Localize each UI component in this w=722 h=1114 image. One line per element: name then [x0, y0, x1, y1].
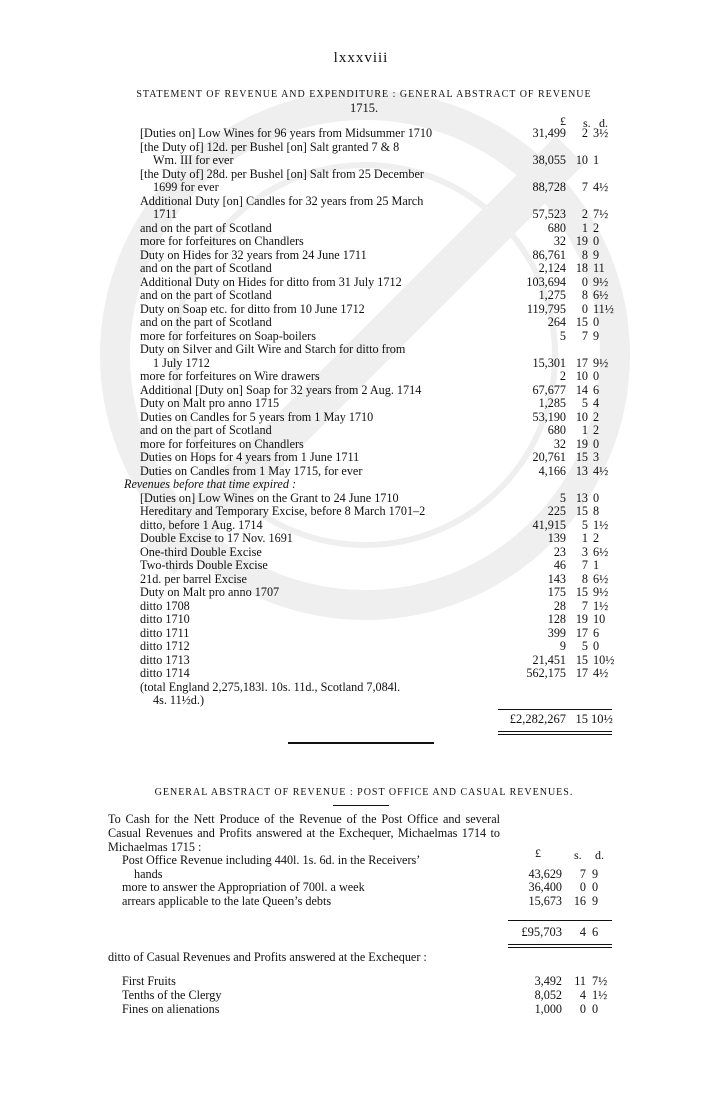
table-row: [140, 396, 612, 410]
row-description: ditto, before 1 Aug. 1714: [140, 517, 263, 532]
table-row: [140, 639, 612, 653]
amount-pounds: 15,301: [532, 355, 566, 370]
amount-shillings: 19: [575, 234, 588, 248]
total-rule-bottom-2: [498, 734, 612, 735]
amount-shillings: 11: [574, 974, 586, 988]
amount-pounds: 38,055: [532, 153, 566, 167]
amount-shillings: 0: [581, 301, 588, 316]
amount-pounds: 4,166: [538, 463, 566, 478]
amount-pounds: 32: [553, 234, 566, 248]
table-row: [140, 464, 612, 478]
amount-pence: 9: [592, 893, 599, 908]
table-row: [140, 248, 612, 262]
amount-shillings: 15: [575, 585, 588, 599]
row-description: 1711: [153, 207, 177, 221]
amount-shillings: 1: [581, 531, 588, 545]
row-description: more for forfeitures on Chandlers: [140, 234, 304, 248]
table-row: [140, 423, 612, 437]
row-description: and on the part of Scotland: [140, 423, 272, 437]
subtotal-rule-bottom-2: [508, 947, 612, 948]
amount-pence: 1½: [592, 987, 608, 1002]
row-description: One-third Double Excise: [140, 544, 262, 559]
amount-shillings: 0: [579, 1001, 586, 1016]
col-pence-header: d.: [599, 116, 608, 130]
amount-pence: 11½: [593, 301, 614, 316]
amount-pounds: 264: [547, 315, 566, 329]
row-description: Additional Duty [on] Candles for 32 years from 25 March: [140, 193, 424, 208]
table-row: [140, 261, 612, 275]
amount-pounds: 143: [547, 571, 566, 586]
amount-pence: 10: [593, 612, 606, 626]
col2-pence-header: d.: [595, 848, 604, 862]
amount-shillings: 15: [575, 504, 588, 518]
subtotal-rule-bottom-1: [508, 944, 612, 945]
amount-pence: 2: [593, 220, 600, 235]
amount-shillings: 19: [575, 436, 588, 451]
row-description: (total England 2,275,183l. 10s. 11d., Scotland 7,084l.: [140, 679, 401, 694]
amount-pounds: 9: [559, 639, 566, 653]
total-rule-bottom-1: [498, 731, 612, 732]
amount-pounds: 15,673: [528, 893, 562, 908]
amount-pounds: 175: [547, 585, 566, 599]
table-row: [140, 626, 612, 640]
amount-pounds: 53,190: [532, 409, 566, 424]
amount-pence: 9½: [593, 355, 609, 370]
amount-pence: 4: [593, 396, 600, 410]
amount-pence: 1½: [593, 517, 609, 532]
subtotal-pounds: £95,703: [521, 925, 562, 939]
row-description: 1699 for ever: [153, 180, 219, 194]
amount-pounds: 31,499: [532, 126, 566, 140]
grand-total-pounds: £2,282,267: [509, 712, 566, 726]
amount-pence: 1: [593, 153, 600, 167]
amount-shillings: 8: [581, 288, 588, 302]
table-row: [134, 867, 612, 881]
amount-pence: 4½: [593, 463, 609, 478]
section2-heading: GENERAL ABSTRACT OF REVENUE : POST OFFICE AND CASUAL REVENUES.: [154, 787, 574, 798]
amount-pence: 11: [593, 261, 605, 275]
row-description: [Duties on] Low Wines on the Grant to 24 June 1710: [140, 490, 399, 505]
amount-pence: 9: [593, 247, 600, 262]
amount-shillings: 10: [575, 369, 588, 383]
amount-pence: 2: [593, 409, 600, 424]
row-description: 21d. per barrel Excise: [140, 571, 247, 586]
row-description: Fines on alienations: [122, 1001, 220, 1016]
table-row: [140, 275, 612, 289]
table-row: [140, 167, 612, 181]
amount-pence: 9: [593, 328, 600, 343]
table-row: [122, 1002, 612, 1016]
amount-pence: 6½: [593, 571, 609, 586]
amount-shillings: 7: [581, 328, 588, 343]
table-row: [140, 126, 612, 140]
amount-pence: 0: [593, 490, 600, 505]
row-description: ditto 1713: [140, 652, 190, 667]
amount-pence: 9: [592, 866, 599, 881]
table-row: [153, 693, 612, 707]
page-folio: lxxxviii: [333, 50, 389, 66]
table-row: [153, 356, 612, 370]
col2-shillings-header: s.: [574, 848, 582, 862]
table-row: [140, 369, 612, 383]
table-row: [140, 315, 612, 329]
amount-shillings: 1: [581, 423, 588, 437]
amount-pence: 6: [593, 625, 600, 640]
amount-shillings: 7: [581, 598, 588, 613]
amount-shillings: 8: [581, 571, 588, 586]
amount-shillings: 5: [581, 396, 588, 410]
row-description: Duty on Silver and Gilt Wire and Starch for ditto from: [140, 342, 406, 356]
amount-pence: 7½: [593, 207, 609, 221]
table-row: [140, 410, 612, 424]
amount-pounds: 1,285: [538, 396, 566, 410]
amount-pounds: 23: [553, 544, 566, 559]
section1-heading: STATEMENT OF REVENUE AND EXPENDITURE : GENERAL ABSTRACT OF REVENUE: [136, 89, 592, 100]
amount-pence: 1: [593, 558, 600, 572]
amount-pence: 9½: [593, 274, 609, 289]
amount-pence: 6½: [593, 288, 609, 302]
table-row: [140, 572, 612, 586]
amount-pounds: 1,000: [534, 1001, 562, 1016]
table-row: [122, 894, 612, 908]
amount-pence: 0: [592, 880, 599, 895]
table-row: [153, 180, 612, 194]
row-description: and on the part of Scotland: [140, 261, 272, 275]
section-divider: [288, 742, 434, 744]
amount-shillings: 15: [575, 315, 588, 329]
row-description: ditto 1708: [140, 598, 190, 613]
table-row: [140, 450, 612, 464]
row-description: Duty on Malt pro anno 1715: [140, 396, 280, 410]
amount-pounds: 2,124: [538, 261, 566, 275]
table-row: [140, 302, 612, 316]
amount-pence: 0: [593, 639, 600, 653]
amount-pounds: 67,677: [532, 382, 566, 397]
amount-pounds: 103,694: [526, 274, 566, 289]
row-description: Additional Duty on Hides for ditto from 31 July 1712: [140, 274, 402, 289]
grand-total-row: [498, 712, 612, 726]
amount-pounds: 36,400: [528, 880, 562, 895]
amount-pence: 3½: [593, 126, 609, 140]
section2-intro: To Cash for the Nett Produce of the Revenue of the Post Office and several Casual Revenues and Profits answered at the Exchequer, Michaelmas 1714 to Michaelmas 1715 :: [108, 812, 500, 854]
table-row: [140, 585, 612, 599]
amount-shillings: 14: [575, 382, 588, 397]
amount-pence: 3: [593, 450, 600, 464]
col2-pounds-header: £: [535, 846, 541, 860]
table-row: [140, 666, 612, 680]
row-description: more to answer the Appropriation of 700l. a week: [122, 880, 365, 895]
grand-total-pence: 10½: [591, 712, 613, 726]
row-description: Double Excise to 17 Nov. 1691: [140, 531, 293, 545]
amount-pounds: 139: [547, 531, 566, 545]
amount-shillings: 13: [575, 463, 588, 478]
amount-shillings: 8: [581, 247, 588, 262]
col-pounds-header: £: [560, 114, 566, 128]
amount-pounds: 680: [547, 423, 566, 437]
table-row: [140, 531, 612, 545]
amount-shillings: 0: [579, 880, 586, 895]
table-row: [140, 599, 612, 613]
amount-pounds: 119,795: [526, 301, 566, 316]
row-description: Duty on Malt pro anno 1707: [140, 585, 280, 599]
amount-pence: 2: [593, 423, 600, 437]
amount-pence: 10½: [593, 652, 615, 667]
table-row: [140, 383, 612, 397]
amount-pence: 0: [593, 436, 600, 451]
table-row: [153, 207, 612, 221]
amount-pence: 0: [592, 1001, 599, 1016]
amount-pence: 4½: [593, 666, 609, 680]
section1-year: 1715.: [349, 101, 379, 115]
amount-pounds: 57,523: [532, 207, 566, 221]
amount-shillings: 16: [573, 893, 586, 908]
row-description: Post Office Revenue including 440l. 1s. 6d. in the Receivers’: [122, 853, 421, 867]
amount-shillings: 17: [575, 355, 588, 370]
row-description: Duty on Soap etc. for ditto from 10 June 1712: [140, 301, 365, 316]
grand-total-shillings: 15: [575, 712, 588, 726]
amount-pounds: 5: [559, 490, 566, 505]
amount-shillings: 7: [581, 180, 588, 194]
row-description: and on the part of Scotland: [140, 288, 272, 302]
amount-pounds: 43,629: [528, 866, 562, 881]
table-row: [140, 194, 612, 208]
amount-shillings: 15: [575, 652, 588, 667]
table-row: [140, 221, 612, 235]
row-description: ditto 1711: [140, 625, 190, 640]
table-row: [140, 612, 612, 626]
row-description: and on the part of Scotland: [140, 220, 272, 235]
amount-shillings: 7: [581, 558, 588, 572]
amount-pounds: 20,761: [532, 450, 566, 464]
amount-pence: 1½: [593, 598, 609, 613]
amount-shillings: 10: [575, 153, 588, 167]
table-row: [153, 153, 612, 167]
table-row: [124, 477, 612, 491]
row-description: Duty on Hides for 32 years from 24 June 1711: [140, 247, 367, 262]
row-description: arrears applicable to the late Queen’s debts: [122, 893, 332, 908]
amount-shillings: 19: [575, 612, 588, 626]
amount-pence: 7½: [592, 974, 608, 988]
amount-pounds: 8,052: [534, 987, 562, 1002]
amount-pounds: 32: [553, 436, 566, 451]
amount-shillings: 7: [579, 866, 586, 881]
table-row: [122, 974, 612, 988]
row-description: Duties on Candles from 1 May 1715, for ever: [140, 463, 363, 478]
amount-pounds: 46: [553, 558, 566, 572]
casual-intro: ditto of Casual Revenues and Profits answered at the Exchequer :: [108, 950, 427, 964]
row-description: First Fruits: [122, 974, 176, 988]
amount-pence: 0: [593, 369, 600, 383]
amount-shillings: 4: [579, 987, 586, 1002]
row-description: Hereditary and Temporary Excise, before 8 March 1701–2: [140, 504, 426, 518]
row-description: Duties on Hops for 4 years from 1 June 1711: [140, 450, 360, 464]
table-row: [140, 437, 612, 451]
table-row: [140, 680, 612, 694]
amount-shillings: 17: [575, 666, 588, 680]
amount-pence: 0: [593, 234, 600, 248]
table-row: [140, 329, 612, 343]
row-description: Duties on Candles for 5 years from 1 May 1710: [140, 409, 374, 424]
post-office-subtotal-row: [508, 925, 612, 939]
amount-shillings: 5: [581, 517, 588, 532]
row-description: more for forfeitures on Wire drawers: [140, 369, 320, 383]
table-row: [140, 491, 612, 505]
subtotal-pence: 6: [592, 925, 599, 939]
amount-shillings: 3: [581, 544, 588, 559]
amount-pounds: 41,915: [532, 517, 566, 532]
amount-shillings: 2: [581, 207, 588, 221]
amount-pence: 4½: [593, 180, 609, 194]
row-description: [the Duty of] 12d. per Bushel [on] Salt granted 7 & 8: [140, 139, 400, 154]
row-description: Revenues before that time expired :: [124, 477, 297, 491]
amount-pounds: 562,175: [526, 666, 566, 680]
table-row: [140, 504, 612, 518]
amount-shillings: 15: [575, 450, 588, 464]
amount-pounds: 28: [553, 598, 566, 613]
amount-pounds: 3,492: [534, 974, 562, 988]
section2-heading-rule: [333, 805, 389, 806]
amount-shillings: 0: [581, 274, 588, 289]
col-shillings-header: s.: [583, 116, 591, 130]
amount-pounds: 5: [559, 328, 566, 343]
row-description: ditto 1710: [140, 612, 190, 626]
amount-pounds: 86,761: [532, 247, 566, 262]
table-row: [140, 234, 612, 248]
amount-pence: 0: [593, 315, 600, 329]
amount-shillings: 18: [575, 261, 588, 275]
table-row: [122, 880, 612, 894]
table-row: [140, 545, 612, 559]
amount-pounds: 2: [559, 369, 566, 383]
subtotal-rule-top: [508, 920, 612, 921]
row-description: Additional [Duty on] Soap for 32 years from 2 Aug. 1714: [140, 382, 422, 397]
table-row: [140, 558, 612, 572]
amount-pence: 2: [593, 531, 600, 545]
amount-pounds: 21,451: [532, 652, 566, 667]
table-row: [140, 288, 612, 302]
row-description: hands: [134, 866, 163, 881]
amount-shillings: 17: [575, 625, 588, 640]
total-rule-top: [498, 709, 612, 710]
table-row: [122, 988, 612, 1002]
row-description: more for forfeitures on Chandlers: [140, 436, 304, 451]
row-description: more for forfeitures on Soap-boilers: [140, 328, 316, 343]
amount-pounds: 225: [547, 504, 566, 518]
amount-pence: 9½: [593, 585, 609, 599]
row-description: ditto 1714: [140, 666, 190, 680]
amount-pence: 6: [593, 382, 600, 397]
amount-pounds: 1,275: [538, 288, 566, 302]
row-description: and on the part of Scotland: [140, 315, 272, 329]
amount-shillings: 1: [581, 220, 588, 235]
row-description: Tenths of the Clergy: [122, 987, 222, 1002]
amount-pounds: 680: [547, 220, 566, 235]
subtotal-shillings: 4: [579, 925, 586, 939]
table-row: [140, 652, 615, 667]
table-row: [122, 853, 612, 867]
row-description: ditto 1712: [140, 639, 190, 653]
amount-pounds: 399: [547, 625, 566, 640]
amount-pence: 8: [593, 504, 600, 518]
amount-shillings: 5: [581, 639, 588, 653]
row-description: [the Duty of] 28d. per Bushel [on] Salt from 25 December: [140, 166, 424, 181]
amount-shillings: 2: [581, 126, 588, 140]
table-row: [140, 140, 612, 154]
row-description: 4s. 11½d.): [153, 693, 205, 707]
row-description: [Duties on] Low Wines for 96 years from Midsummer 1710: [140, 126, 433, 140]
table-row: [140, 342, 612, 356]
amount-shillings: 10: [575, 409, 588, 424]
amount-pence: 6½: [593, 544, 609, 559]
row-description: 1 July 1712: [153, 355, 210, 370]
row-description: Two-thirds Double Excise: [140, 558, 268, 572]
row-description: Wm. III for ever: [153, 153, 234, 167]
amount-pounds: 128: [547, 612, 566, 626]
amount-shillings: 13: [575, 490, 588, 505]
table-row: [140, 518, 612, 532]
amount-pounds: 88,728: [532, 180, 566, 194]
